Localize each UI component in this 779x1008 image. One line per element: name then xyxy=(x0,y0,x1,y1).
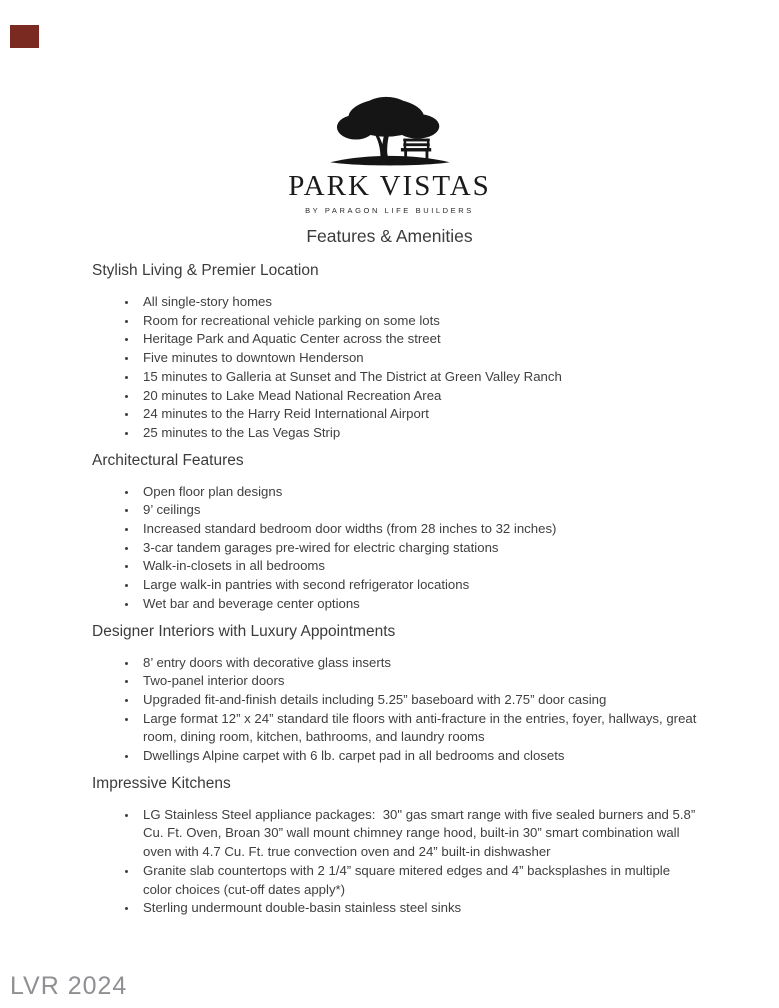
feature-item: • Room for recreational vehicle parking on some lots xyxy=(138,312,698,331)
feature-item: • 15 minutes to Galleria at Sunset and The District at Green Valley Ranch xyxy=(138,368,698,387)
section-heading-architectural: Architectural Features xyxy=(92,451,244,469)
designer-interiors-list xyxy=(92,654,698,766)
kitchens-list xyxy=(92,806,698,918)
feature-item: • 25 minutes to the Las Vegas Strip xyxy=(138,424,698,443)
section-heading-stylish-living: Stylish Living & Premier Location xyxy=(92,262,319,279)
stylish-living-list xyxy=(92,293,698,443)
feature-item: • 24 minutes to the Harry Reid International Airport xyxy=(138,405,698,424)
feature-item: • Walk-in-closets in all bedrooms xyxy=(138,557,698,576)
feature-item: • Five minutes to downtown Henderson xyxy=(138,349,698,368)
feature-item: • 8’ entry doors with decorative glass inserts xyxy=(138,654,698,673)
feature-item: • Granite slab countertops with 2 1/4” square mitered edges and 4” backsplashes in multiple color choices (cut-off dates apply*) xyxy=(138,862,698,899)
feature-item: • Wet bar and beverage center options xyxy=(138,595,698,614)
feature-item: • Open floor plan designs xyxy=(138,483,698,502)
feature-item: • Heritage Park and Aquatic Center across the street xyxy=(138,330,698,349)
feature-item: • Dwellings Alpine carpet with 6 lb. carpet pad in all bedrooms and closets xyxy=(138,747,698,766)
feature-item: • Increased standard bedroom door widths (from 28 inches to 32 inches) xyxy=(138,520,698,539)
feature-item: • 20 minutes to Lake Mead National Recreation Area xyxy=(138,387,698,406)
feature-item: • 3-car tandem garages pre-wired for electric charging stations xyxy=(138,539,698,558)
red-annotation-marker xyxy=(10,25,39,48)
feature-list-content xyxy=(92,261,698,926)
brand-name: PARK VISTAS xyxy=(288,170,491,202)
watermark: LVR 2024 xyxy=(10,972,128,1000)
feature-item: • Large walk-in pantries with second refrigerator locations xyxy=(138,576,698,595)
feature-item: • Two-panel interior doors xyxy=(138,672,698,691)
feature-item: • Sterling undermount double-basin stainless steel sinks xyxy=(138,899,698,918)
feature-item: • Upgraded fit-and-finish details including 5.25” baseboard with 2.75” door casing xyxy=(138,691,698,710)
page-title: Features & Amenities xyxy=(306,226,473,246)
feature-item: • All single-story homes xyxy=(138,293,698,312)
feature-item: • 9’ ceilings xyxy=(138,501,698,520)
section-heading-kitchens: Impressive Kitchens xyxy=(92,774,231,792)
tree-with-bench-icon xyxy=(327,95,453,167)
feature-item: • Large format 12” x 24” standard tile floors with anti-fracture in the entries, foyer, hallways, great room, dining room, kitchen, bathrooms, and laundry rooms xyxy=(138,710,698,747)
feature-item: • LG Stainless Steel appliance packages: 30" gas smart range with five sealed burners and 5.8” Cu. Ft. Oven, Broan 30” wall mount chimney range hood, built-in 30” smart combination wall oven with 4.7 Cu. Ft. true convection oven and 24” built-in dishwasher xyxy=(138,806,698,862)
brand-tagline: BY PARAGON LIFE BUILDERS xyxy=(305,206,474,215)
architectural-list xyxy=(92,483,698,614)
section-heading-designer-interiors: Designer Interiors with Luxury Appointments xyxy=(92,622,396,640)
brand-logo xyxy=(0,95,779,215)
